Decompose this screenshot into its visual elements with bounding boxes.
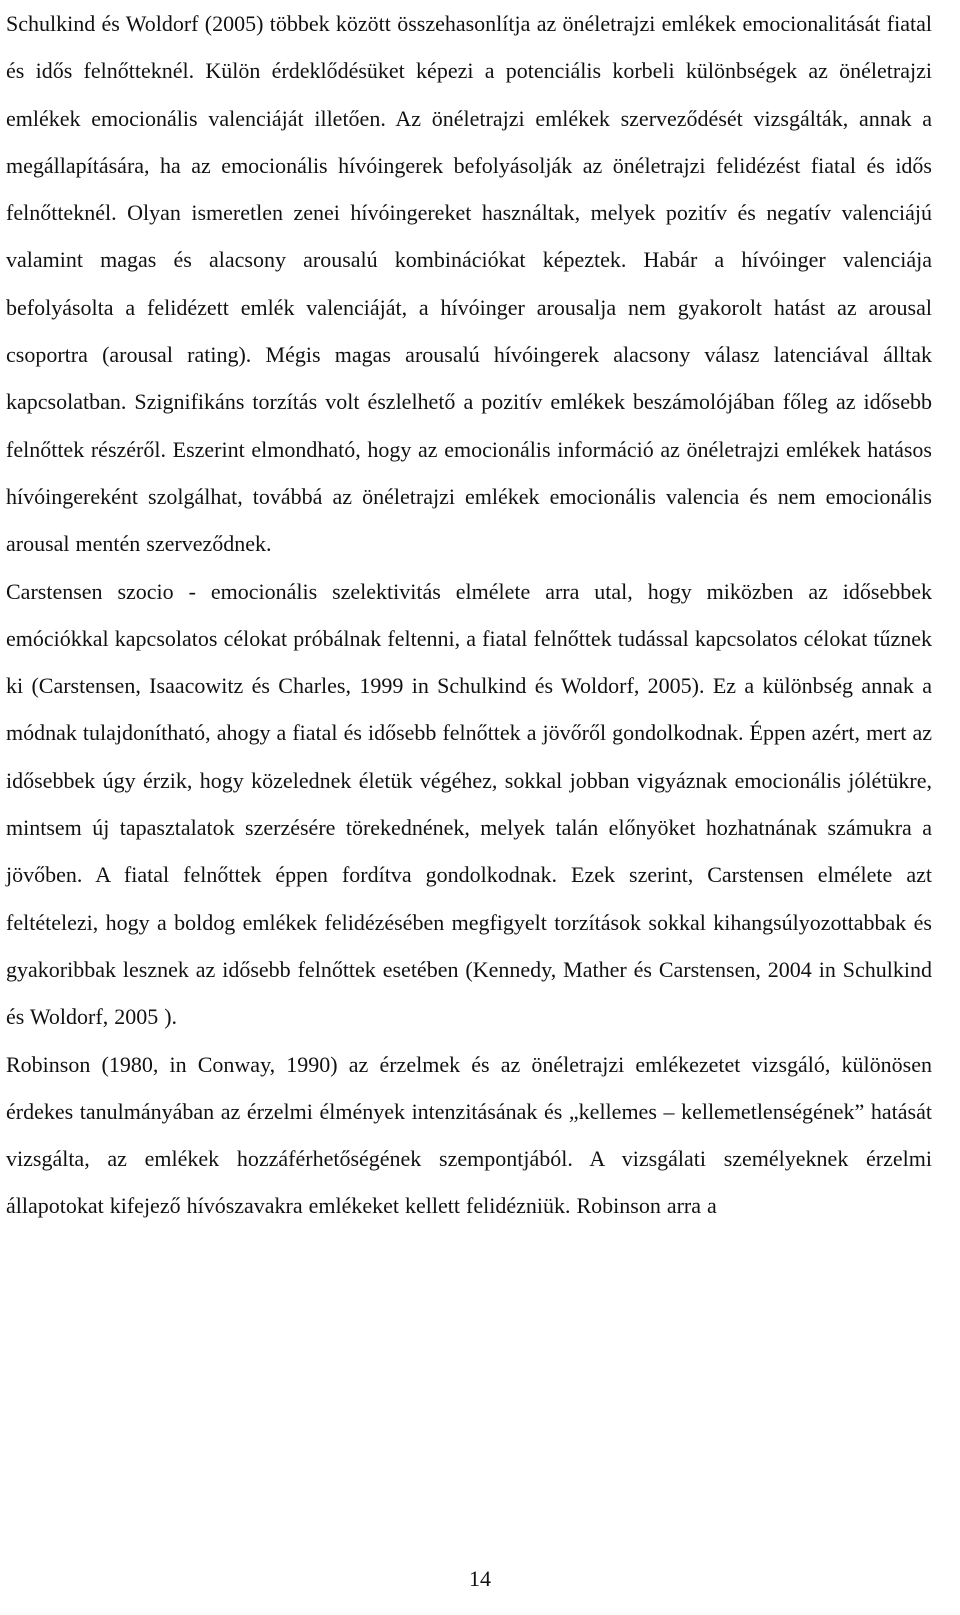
paragraph-carstensen: Carstensen szocio - emocionális szelektivitás elmélete arra utal, hogy miközben az idősebbek emóciókkal kapcsolatos célokat próbálnak feltenni, a fiatal felnőttek tudással kapcsolatos célokat tűznek ki (Carstensen, Isaacowitz és Charles, 1999 in Schulkind és Woldorf, 2005). Ez a különbség annak a módnak tulajdonítható, ahogy a fiatal és idősebb felnőttek a jövőről gondolkodnak. Éppen azért, mert az idősebbek úgy érzik, hogy közelednek életük végéhez, sokkal jobban vigyáznak emocionális jólétükre, mintsem új tapasztalatok szerzésére törekednének, melyek talán előnyöket hozhatnának számukra a jövőben. A fiatal felnőttek éppen fordítva gondolkodnak. Ezek szerint, Carstensen elmélete azt feltételezi, hogy a boldog emlékek felidézésében megfigyelt torzítások sokkal kihangsúlyozottabbak és gyakoribbak lesznek az idősebb felnőttek esetében (Kennedy, Mather és Carstensen, 2004 in Schulkind és Woldorf, 2005 ). — [6, 578, 932, 1030]
paragraph-robinson: Robinson (1980, in Conway, 1990) az érzelmek és az önéletrajzi emlékezetet vizsgáló, különösen érdekes tanulmányában az érzelmi élmények intenzitásának és „kellemes – kellemetlenségének” hatását vizsgálta, az emlékek hozzáférhetőségének szempontjából. A vizsgálati személyeknek érzelmi állapotokat kifejező hívószavakra emlékeket kellett felidézniük. Robinson arra a — [6, 1051, 932, 1219]
body-text — [6, 0, 932, 1230]
paragraph-schulkind-woldorf: Schulkind és Woldorf (2005) többek között összehasonlítja az önéletrajzi emlékek emocionalitását fiatal és idős felnőtteknél. Külön érdeklődésüket képezi a potenciális korbeli különbségek az önéletrajzi emlékek emocionális valenciáját illetően. Az önéletrajzi emlékek szerveződését vizsgálták, annak a megállapítására, ha az emocionális hívóingerek befolyásolják az önéletrajzi felidézést fiatal és idős felnőtteknél. Olyan ismeretlen zenei hívóingereket használtak, melyek pozitív és negatív valenciájú valamint magas és alacsony arousalú kombinációkat képeztek. Habár a hívóinger valenciája befolyásolta a felidézett emlék valenciáját, a hívóinger arousalja nem gyakorolt hatást az arousal csoportra (arousal rating). Mégis magas arousalú hívóingerek alacsony válasz latenciával álltak kapcsolatban. Szignifikáns torzítás volt észlelhető a pozitív emlékek beszámolójában főleg az idősebb felnőttek részéről. Eszerint elmondható, hogy az emocionális információ az önéletrajzi emlékek hatásos hívóingereként szolgálhat, továbbá az önéletrajzi emlékek emocionális valencia és nem emocionális arousal mentén szerveződnek. — [6, 11, 932, 557]
page-number: 14 — [469, 1566, 491, 1591]
